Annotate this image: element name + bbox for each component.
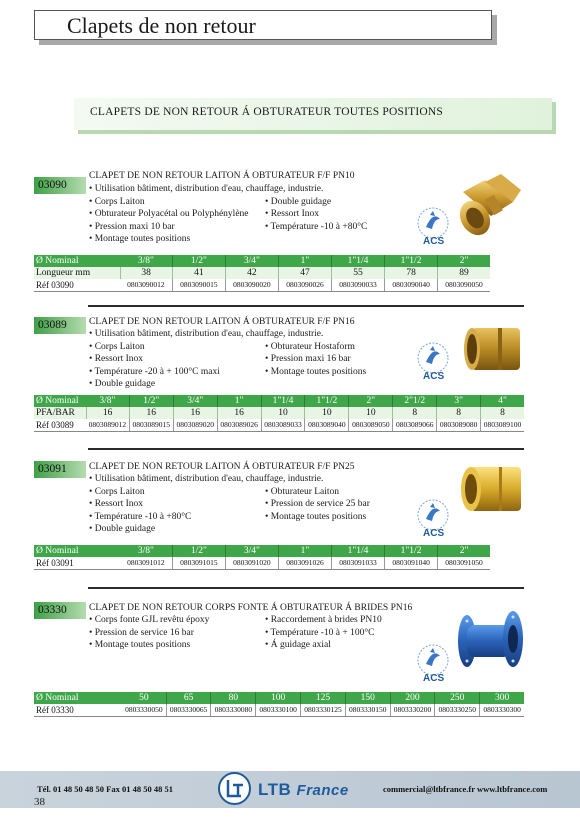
feature-item: • Double guidage [265, 196, 367, 209]
table-row [34, 279, 490, 292]
value-cell: 10 [261, 407, 305, 419]
product-code-label [34, 177, 86, 194]
feature-item: • Obturateur Hostaform [265, 341, 366, 354]
product-code: 03089 [38, 319, 67, 331]
product-features-right [265, 614, 382, 652]
feature-item: • Montage toutes positions [265, 366, 366, 379]
value-cell: 16 [173, 407, 217, 419]
ref-cell: 0803091050 [438, 557, 490, 570]
feature-item: • Corps Laiton [89, 196, 249, 209]
value-cell: 78 [385, 267, 438, 279]
product-code: 03090 [38, 179, 67, 191]
acs-badge [412, 340, 454, 386]
size-cell: 1/2" [129, 395, 173, 407]
ref-cell: 0803330065 [166, 704, 211, 717]
acs-label: ACS [423, 236, 445, 247]
size-cell: 80 [211, 692, 256, 704]
header-label: Ø Nominal [34, 395, 86, 407]
value-cell: 38 [120, 267, 172, 279]
feature-item: • Pression maxi 16 bar [265, 353, 366, 366]
cast-iron-valve-image [455, 603, 529, 673]
ref-cell: 0803330200 [390, 704, 435, 717]
product-features-left [89, 196, 249, 246]
divider [88, 587, 524, 589]
product-code-label [34, 461, 86, 478]
size-cell: 300 [480, 692, 524, 704]
table-row [34, 407, 524, 419]
ref-cell: 0803089080 [437, 419, 481, 432]
feature-item: • Ressort Inox [265, 208, 367, 221]
acs-badge [412, 497, 454, 543]
table-header-row [34, 255, 490, 267]
feature-item: • Utilisation bâtiment, distribution d'eau, chauffage, industrie. [89, 183, 323, 196]
ref-cell: 0803089015 [129, 419, 173, 432]
feature-item: • Température -10 à +80°C [89, 511, 191, 524]
size-cell: 1/2" [172, 545, 225, 557]
value-cell: 8 [437, 407, 481, 419]
feature-item: • Pression de service 25 bar [265, 498, 370, 511]
ref-cell: 0803090026 [278, 279, 331, 292]
ref-cell: 0803091033 [332, 557, 385, 570]
size-cell: 50 [122, 692, 166, 704]
ref-cell: 0803091026 [278, 557, 331, 570]
feature-item: • Montage toutes positions [265, 511, 370, 524]
ref-cell: 0803090015 [172, 279, 225, 292]
feature-item: • Montage toutes positions [89, 233, 249, 246]
product-title: CLAPET DE NON RETOUR LAITON Á OBTURATEUR F/F PN16 [89, 317, 355, 327]
size-cell: 1"1/4 [332, 255, 385, 267]
value-cell: 8 [393, 407, 437, 419]
ref-cell: 0803091040 [385, 557, 438, 570]
size-cell: 1"1/4 [261, 395, 305, 407]
value-cell: 47 [278, 267, 331, 279]
value-cell: 16 [129, 407, 173, 419]
acs-label: ACS [423, 673, 445, 684]
size-cell: 65 [166, 692, 211, 704]
size-cell: 1/2" [172, 255, 225, 267]
header-label: Ø Nominal [34, 692, 122, 704]
acs-badge [412, 642, 454, 688]
ref-cell: 0803089033 [261, 419, 305, 432]
feature-item: • Montage toutes positions [89, 639, 209, 652]
feature-item: • Utilisation bâtiment, distribution d'eau, chauffage, industrie. [89, 473, 323, 486]
size-cell: 125 [301, 692, 346, 704]
header-label: Ø Nominal [34, 255, 120, 267]
row-label: Longueur mm [34, 267, 120, 279]
feature-item: • Température -10 à + 100°C [265, 627, 382, 640]
ref-cell: 0803330080 [211, 704, 256, 717]
product-features-left [89, 341, 220, 391]
brass-valve-image [458, 318, 528, 380]
ref-cell: 0803089020 [173, 419, 217, 432]
size-cell: 3/8" [120, 545, 172, 557]
value-cell: 8 [481, 407, 524, 419]
size-cell: 2" [438, 255, 490, 267]
value-cell: 41 [172, 267, 225, 279]
product-features-left [89, 486, 191, 536]
ref-label: Réf 03330 [34, 704, 122, 717]
feature-item: • Double guidage [89, 523, 191, 536]
brand-name [258, 780, 349, 800]
table-header-row [34, 395, 524, 407]
page-title: Clapets de non retour [34, 10, 492, 40]
spec-table [34, 395, 524, 432]
size-cell: 4" [481, 395, 524, 407]
product-features [89, 328, 323, 341]
size-cell: 2" [349, 395, 393, 407]
size-cell: 1" [217, 395, 261, 407]
product-features-right [265, 196, 367, 234]
table-row [34, 419, 524, 432]
ref-cell: 0803091012 [120, 557, 172, 570]
ref-label: Réf 03090 [34, 279, 120, 292]
table-header-row [34, 692, 524, 704]
size-cell: 3/8" [120, 255, 172, 267]
feature-item: • Pression maxi 10 bar [89, 221, 249, 234]
feature-item: • Ressort Inox [89, 353, 220, 366]
acs-badge [412, 205, 454, 251]
brass-valve-image [455, 172, 525, 244]
product-features-right [265, 341, 366, 379]
product-code-label [34, 602, 86, 619]
ref-label: Réf 03091 [34, 557, 120, 570]
size-cell: 1"1/2 [385, 545, 438, 557]
size-cell: 3/4" [173, 395, 217, 407]
ref-cell: 0803089026 [217, 419, 261, 432]
size-cell: 1"1/2 [305, 395, 349, 407]
value-cell: 16 [86, 407, 129, 419]
value-cell: 16 [217, 407, 261, 419]
size-cell: 2" [438, 545, 490, 557]
ref-cell: 0803090050 [438, 279, 490, 292]
product-features-right [265, 486, 370, 524]
product-code-label [34, 317, 86, 334]
feature-item: • Température -10 à +80°C [265, 221, 367, 234]
footer-phone: Tél. 01 48 50 48 50 Fax 01 48 50 48 51 [37, 784, 173, 794]
ltb-logo-icon [218, 772, 251, 805]
size-cell: 100 [256, 692, 301, 704]
size-cell: 3" [437, 395, 481, 407]
ref-cell: 0803090040 [385, 279, 438, 292]
value-cell: 89 [438, 267, 490, 279]
feature-item: • Température -20 à + 100°C maxi [89, 366, 220, 379]
value-cell: 42 [225, 267, 278, 279]
feature-item: • Obturateur Laiton [265, 486, 370, 499]
size-cell: 1"1/2 [385, 255, 438, 267]
brand-ltb: LTB [258, 780, 292, 799]
product-features [89, 473, 323, 486]
feature-item: • Obturateur Polyacétal ou Polyphénylène [89, 208, 249, 221]
size-cell: 250 [435, 692, 480, 704]
brand-suffix: France [296, 782, 349, 799]
ref-cell: 0803330300 [480, 704, 524, 717]
ref-cell: 0803330125 [301, 704, 346, 717]
divider [88, 305, 524, 307]
table-row [34, 267, 490, 279]
size-cell: 1" [278, 545, 331, 557]
acs-label: ACS [423, 528, 445, 539]
size-cell: 1" [278, 255, 331, 267]
ref-cell: 0803091020 [225, 557, 278, 570]
ltb-logo-mark-icon [220, 774, 249, 803]
feature-item: • Utilisation bâtiment, distribution d'eau, chauffage, industrie. [89, 328, 323, 341]
ref-cell: 0803089100 [481, 419, 524, 432]
product-title: CLAPET DE NON RETOUR LAITON Á OBTURATEUR F/F PN10 [89, 171, 355, 181]
ref-cell: 0803090033 [332, 279, 385, 292]
size-cell: 2"1/2 [393, 395, 437, 407]
feature-item: • Corps Laiton [89, 341, 220, 354]
product-title: CLAPET DE NON RETOUR LAITON Á OBTURATEUR F/F PN25 [89, 462, 355, 472]
divider [88, 448, 524, 450]
feature-item: • Corps Laiton [89, 486, 191, 499]
product-code: 03091 [38, 463, 67, 475]
product-features-left [89, 614, 209, 652]
size-cell: 3/4" [225, 545, 278, 557]
feature-item: • Double guidage [89, 378, 220, 391]
ref-cell: 0803089040 [305, 419, 349, 432]
table-header-row [34, 545, 490, 557]
ref-cell: 0803090020 [225, 279, 278, 292]
header-label: Ø Nominal [34, 545, 120, 557]
ref-cell: 0803090012 [120, 279, 172, 292]
feature-item: • Ressort Inox [89, 498, 191, 511]
ref-cell: 0803089050 [349, 419, 393, 432]
value-cell: 10 [305, 407, 349, 419]
product-title: CLAPET DE NON RETOUR CORPS FONTE Á OBTURATEUR Á BRIDES PN16 [89, 603, 413, 613]
section-title: CLAPETS DE NON RETOUR Á OBTURATEUR TOUTES POSITIONS [74, 98, 552, 130]
row-label: PFA/BAR [34, 407, 86, 419]
ref-cell: 0803330050 [122, 704, 166, 717]
ref-cell: 0803330150 [345, 704, 390, 717]
acs-label: ACS [423, 371, 445, 382]
ref-cell: 0803091015 [172, 557, 225, 570]
ref-cell: 0803089012 [86, 419, 129, 432]
size-cell: 200 [390, 692, 435, 704]
ref-cell: 0803330100 [256, 704, 301, 717]
spec-table [34, 692, 524, 717]
footer-contact: commercial@ltbfrance.fr www.ltbfrance.com [383, 784, 548, 794]
ref-cell: 0803330250 [435, 704, 480, 717]
feature-item: • Corps fonte GJL revêtu époxy [89, 614, 209, 627]
feature-item: • Pression de service 16 bar [89, 627, 209, 640]
brass-valve-image [455, 455, 527, 521]
table-row [34, 557, 490, 570]
page-number: 38 [34, 796, 45, 808]
size-cell: 3/4" [225, 255, 278, 267]
product-features [89, 183, 323, 196]
spec-table [34, 545, 490, 570]
feature-item: • Á guidage axial [265, 639, 382, 652]
size-cell: 3/8" [86, 395, 129, 407]
feature-item: • Raccordement à brides PN10 [265, 614, 382, 627]
value-cell: 55 [332, 267, 385, 279]
spec-table [34, 255, 490, 292]
size-cell: 1"1/4 [332, 545, 385, 557]
table-row [34, 704, 524, 717]
size-cell: 150 [345, 692, 390, 704]
ref-cell: 0803089066 [393, 419, 437, 432]
ref-label: Réf 03089 [34, 419, 86, 432]
product-code: 03330 [38, 604, 67, 616]
value-cell: 10 [349, 407, 393, 419]
